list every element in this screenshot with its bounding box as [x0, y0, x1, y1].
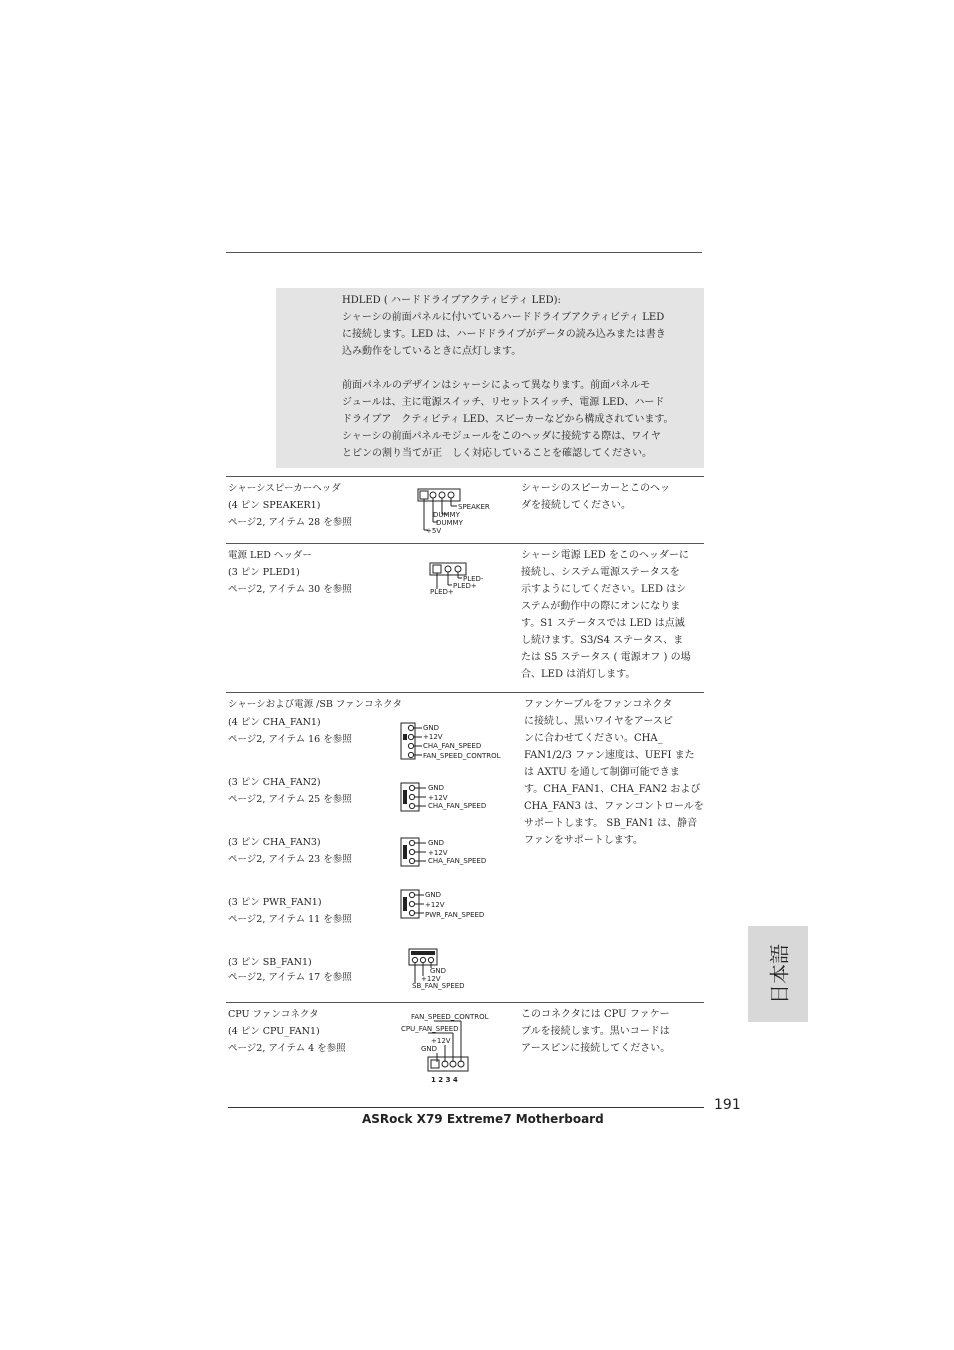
top-rule: [226, 252, 702, 253]
cpu-title: CPU ファンコネクタ: [228, 1009, 319, 1020]
desc-line: し続けます。S3/S4 ステータス、ま: [521, 635, 684, 646]
pled-ref: ページ2, アイテム 30 を参照: [228, 584, 352, 595]
desc-line: に接続し、黒いワイヤをアースピ: [524, 716, 673, 727]
language-tab-label: 日本語: [767, 944, 792, 1004]
cpu-pin-label: GND: [421, 1045, 438, 1053]
pled-title: 電源 LED ヘッダー: [228, 550, 312, 561]
speaker-pin-label: DUMMY: [433, 511, 460, 519]
desc-line: 示すようにしてください。LED はシ: [521, 584, 687, 595]
desc-line: ファンケーブルをファンコネクタ: [524, 699, 673, 710]
fan-pin-label: +12V: [423, 733, 443, 741]
fan-pin-label: PWR_FAN_SPEED: [425, 911, 485, 919]
fan-pin-label: GND: [423, 724, 440, 732]
desc-line: ブルを接続します。黒いコードは: [521, 1026, 670, 1037]
cha-fan2-pin-diagram: [398, 780, 498, 814]
desc-line: FAN1/2/3 ファン速度は、UEFI また: [524, 750, 695, 761]
pwr-fan1-ref: ページ2, アイテム 11 を参照: [228, 914, 352, 925]
cpu-ref: ページ2, アイテム 4 を参照: [228, 1043, 346, 1054]
desc-line: たは S5 ステータス ( 電源オフ ) の場: [521, 652, 691, 663]
footer-title: ASRock X79 Extreme7 Motherboard: [362, 1112, 604, 1126]
note-line: とピンの割り当てが正 しく対応していることを確認してください。: [342, 448, 652, 459]
language-tab: [748, 926, 808, 1022]
desc-line: ファンをサポートします。: [524, 835, 643, 846]
speaker-pin-label: DUMMY: [436, 519, 463, 527]
pled-pin-label: PLED+: [453, 582, 477, 590]
fan-pin-label: +12V: [428, 794, 448, 802]
desc-line: は AXTU を通して制御可能できま: [524, 767, 680, 778]
section-rule: [226, 692, 704, 693]
desc-line: す。S1 ステータスでは LED は点滅: [521, 618, 685, 629]
fans-title: シャーシおよび電源 /SB ファンコネクタ: [228, 699, 402, 710]
pled-pin-diagram: [424, 560, 494, 596]
desc-line: ンに合わせてください。CHA_: [524, 733, 663, 744]
speaker-pin-diagram: [410, 486, 500, 538]
fan-pin-label: CHA_FAN_SPEED: [428, 802, 487, 810]
speaker-pin-label: +5V: [426, 527, 442, 535]
fan-pin-label: +12V: [428, 849, 448, 857]
fans-desc: [524, 696, 704, 849]
fan-pin-label: CHA_FAN_SPEED: [428, 857, 487, 865]
note-line: ジュールは、主に電源スイッチ、リセットスイッチ、電源 LED、ハード: [342, 397, 665, 408]
cha-fan1-pins: (4 ピン CHA_FAN1): [228, 717, 321, 728]
desc-line: ダを接続してください。: [521, 500, 631, 511]
speaker-pin-label: SPEAKER: [458, 503, 490, 511]
desc-line: 接続し、システム電源ステータスを: [521, 567, 680, 578]
section-rule: [226, 1002, 704, 1003]
cha-fan3-pins: (3 ピン CHA_FAN3): [228, 837, 321, 848]
desc-line: 合、LED は消灯します。: [521, 669, 636, 680]
sb-fan1-pin-diagram: [406, 946, 486, 990]
pled-pin-label: PLED-: [463, 575, 484, 583]
cha-fan2-pins: (3 ピン CHA_FAN2): [228, 777, 321, 788]
pled-pin-label: PLED+: [430, 588, 454, 596]
note-line: ドライブア クティビティ LED、スピーカーなどから構成されています。: [342, 414, 674, 425]
cpu-pins: (4 ピン CPU_FAN1): [228, 1026, 320, 1037]
fan-pin-label: GND: [430, 967, 447, 975]
note-line: 前面パネルのデザインはシャーシによって異なります。前面パネルモ: [342, 380, 651, 391]
fan-pin-label: +12V: [421, 975, 441, 983]
pwr-fan1-pins: (3 ピン PWR_FAN1): [228, 897, 322, 908]
speaker-desc: [521, 480, 701, 514]
pwr-fan1-pin-diagram: [398, 887, 498, 921]
note-line: シャーシの前面パネルモジュールをこのヘッダに接続する際は、ワイヤ: [342, 431, 661, 442]
desc-line: シャーシ電源 LED をこのヘッダーに: [521, 550, 689, 561]
cha-fan3-pin-diagram: [398, 835, 498, 869]
section-rule: [226, 543, 704, 544]
cpu-pin-numbers: 1 2 3 4: [431, 1076, 458, 1084]
speaker-pins: (4 ピン SPEAKER1): [228, 500, 321, 511]
desc-line: サポートします。 SB_FAN1 は、静音: [524, 818, 698, 829]
fan-pin-label: FAN_SPEED_CONTROL: [423, 752, 501, 760]
cha-fan1-ref: ページ2, アイテム 16 を参照: [228, 734, 352, 745]
note-line: シャーシの前面パネルに付いているハードドライブアクティビティ LED: [342, 312, 665, 323]
cpu-pin-label: +12V: [431, 1037, 451, 1045]
note-line: HDLED ( ハードドライブアクティビティ LED):: [342, 295, 561, 306]
pled-desc: [521, 547, 701, 683]
sb-fan1-ref: ページ2, アイテム 17 を参照: [228, 972, 352, 983]
cha-fan2-ref: ページ2, アイテム 25 を参照: [228, 794, 352, 805]
fan-pin-label: +12V: [425, 901, 445, 909]
desc-line: CHA_FAN3 は、ファンコントロールを: [524, 801, 704, 812]
note-line: に接続します。LED は、ハードドライブがデータの読み込みまたは書き: [342, 329, 666, 340]
section-rule: [226, 476, 704, 477]
cha-fan1-pin-diagram: [398, 720, 518, 762]
cpu-pin-label: CPU_FAN_SPEED: [401, 1025, 459, 1033]
page-number: 191: [714, 1097, 741, 1113]
sb-fan1-pins: (3 ピン SB_FAN1): [228, 957, 312, 968]
desc-line: アースピンに接続してください。: [521, 1043, 671, 1054]
cpu-fan-pin-diagram: [398, 1010, 498, 1086]
note-line: 込み動作をしているときに点灯します。: [342, 346, 522, 357]
desc-line: す。CHA_FAN1、CHA_FAN2 および: [524, 784, 701, 795]
cpu-pin-label: FAN_SPEED_CONTROL: [411, 1013, 489, 1021]
fan-pin-label: GND: [428, 839, 445, 847]
cha-fan3-ref: ページ2, アイテム 23 を参照: [228, 854, 352, 865]
note-text: [342, 292, 682, 462]
footer-rule: [228, 1107, 704, 1108]
fan-pin-label: CHA_FAN_SPEED: [423, 742, 482, 750]
pled-pins: (3 ピン PLED1): [228, 567, 300, 578]
desc-line: このコネクタには CPU ファケー: [521, 1009, 670, 1020]
fan-pin-label: SB_FAN_SPEED: [412, 982, 465, 990]
desc-line: ステムが動作中の際にオンになりま: [521, 601, 681, 612]
speaker-title: シャーシスピーカーヘッダ: [228, 483, 341, 494]
cpu-desc: [521, 1006, 701, 1057]
desc-line: シャーシのスピーカーとこのヘッ: [521, 483, 670, 494]
fan-pin-label: GND: [428, 784, 445, 792]
speaker-ref: ページ2, アイテム 28 を参照: [228, 517, 352, 528]
fan-pin-label: GND: [425, 891, 442, 899]
